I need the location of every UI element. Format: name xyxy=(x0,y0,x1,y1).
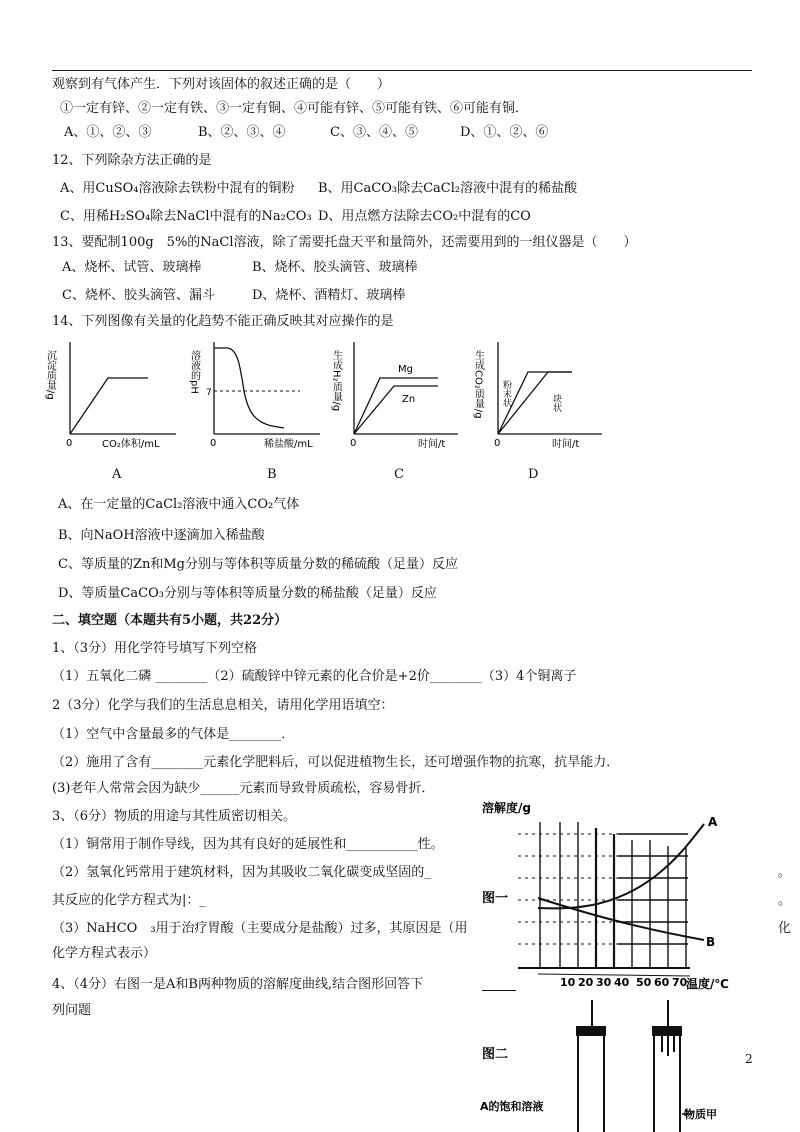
fill3-item1: （1）铜常用于制作导线，因为其有良好的延展性和___________性。 xyxy=(52,837,444,852)
q11-option-d: D、①、②、⑥ xyxy=(460,125,549,140)
graph-b-curve xyxy=(214,348,284,428)
graph-c xyxy=(330,336,464,450)
q11-option-b: B、②、③、④ xyxy=(198,125,286,140)
q14-stem: 14、下列图像有关量的化趋势不能正确反映其对应操作的是 xyxy=(52,314,394,329)
fill3-item2-equation: 其反应的化学方程式为|：_ xyxy=(52,893,206,908)
figure1-curve-b-label: B xyxy=(706,935,716,949)
graph-d-xlabel: 时间/t xyxy=(552,439,580,450)
graph-c-series-mg: Mg xyxy=(398,364,413,375)
graph-d-series-powder: 粉末状 xyxy=(501,380,511,407)
graph-a-curve xyxy=(70,378,148,434)
page-number: 2 xyxy=(745,1052,753,1066)
fill2-item3: (3)老年人常常会因为缺少______元素而导致骨质疏松，容易骨折． xyxy=(52,781,435,796)
fill4-stem-cont: 列问题 xyxy=(52,1003,92,1018)
q13-option-a: A、烧杯、试管、玻璃棒 xyxy=(62,260,202,275)
figure1-xtick: 20 xyxy=(578,976,594,989)
graph-b-origin: 0 xyxy=(210,438,217,449)
q12-option-b: B、用CaCO₃除去CaCl₂溶液中混有的稀盐酸 xyxy=(318,181,578,196)
q11-stem: 观察到有气体产生．下列对该固体的叙述正确的是（ ） xyxy=(52,77,391,92)
graph-b-xlabel: 稀盐酸/mL xyxy=(264,439,313,450)
graph-a-letter: A xyxy=(112,467,122,482)
graph-c-letter: C xyxy=(394,467,404,482)
top-rule xyxy=(52,70,752,71)
q12-stem: 12、下列除杂方法正确的是 xyxy=(52,153,212,168)
fill3-item2: （2）氢氧化钙常用于建筑材料，因为其吸收二氧化碳变成坚固的_ xyxy=(52,865,431,880)
graph-c-series-zn: Zn xyxy=(402,394,416,405)
fill3-item3-cont: 化学方程式表示） xyxy=(52,946,157,961)
fill1-stem: 1、（3分）用化学符号填写下列空格 xyxy=(52,641,258,656)
figure2-label: 图二 xyxy=(482,1047,509,1062)
graph-d-series-block: 块状 xyxy=(551,394,561,412)
figure1-solubility-chart xyxy=(478,798,740,992)
graph-b-letter: B xyxy=(267,467,277,482)
figure1-xtick: 10 xyxy=(560,976,576,989)
figure1-xtick: 40 xyxy=(614,976,630,989)
q13-stem: 13、要配制100g 5%的NaCl溶液，除了需要托盘天平和量筒外，还需要用到的一组仪器是（ ） xyxy=(52,235,637,250)
fill2-item2: （2）施用了含有________元素化学肥料后，可以促进植物生长，还可增强作物的抗寒，抗旱能力． xyxy=(52,755,620,770)
graph-c-xlabel: 时间/t xyxy=(418,439,446,450)
section2-heading: 二、填空题（本题共有5小题，共22分） xyxy=(52,613,288,628)
graph-c-origin: 0 xyxy=(350,438,357,449)
q13-option-d: D、烧杯、酒精灯、玻璃棒 xyxy=(252,288,406,303)
q11-option-c: C、③、④、⑤ xyxy=(330,125,418,140)
graph-a-xlabel: CO₂体积/mL xyxy=(102,439,160,450)
graph-d-origin: 0 xyxy=(494,438,501,449)
graph-a-origin: 0 xyxy=(66,438,73,449)
q13-option-c: C、烧杯、胶头滴管、漏斗 xyxy=(62,288,215,303)
q12-option-a: A、用CuSO₄溶液除去铁粉中混有的铜粉 xyxy=(60,181,295,196)
q11-facts: ①一定有锌、②一定有铁、③一定有铜、④可能有锌、⑤可能有铁、⑥可能有铜． xyxy=(60,101,529,116)
graph-c-ylabel: 生成H₂质量/g xyxy=(330,350,342,412)
figure1-xtick: 70 xyxy=(672,976,688,989)
fill3-stem: 3、（6分）物质的用途与其性质密切相关。 xyxy=(52,809,297,824)
figure-separator xyxy=(482,990,516,991)
graph-d xyxy=(472,336,606,450)
graph-c-zn-curve xyxy=(354,386,438,434)
q12-option-d: D、用点燃方法除去CO₂中混有的CO xyxy=(318,209,531,224)
q13-option-b: B、烧杯、胶头滴管、玻璃棒 xyxy=(252,260,418,275)
graph-a-ylabel: 沉淀质量/g xyxy=(44,350,56,400)
figure1-ylabel: 溶解度/g xyxy=(482,801,531,815)
figure1-xlabel: 温度/℃ xyxy=(686,977,729,991)
trailing-period-1: 。 xyxy=(778,865,792,880)
figure1-xtick: 60 xyxy=(654,976,670,989)
figure1-curve-b xyxy=(538,898,704,940)
q12-option-c: C、用稀H₂SO₄除去NaCl中混有的Na₂CO₃ xyxy=(60,209,312,224)
figure2-right-caption: 物质甲 xyxy=(684,1108,717,1121)
graph-a xyxy=(44,336,178,450)
q14-option-c: C、等质量的Zn和Mg分别与等体积等质量分数的稀硫酸（足量）反应 xyxy=(58,557,458,572)
figure1-curve-a-label: A xyxy=(708,815,718,829)
fill4-stem: 4、（4分）右图一是A和B两种物质的溶解度曲线,结合图形回答下 xyxy=(52,977,424,992)
figure2-left-caption: A的饱和溶液 xyxy=(480,1100,544,1113)
fill1-items: （1）五氧化二磷 ________（2）硫酸锌中锌元素的化合价是+2价________（3）4个铜离子 xyxy=(52,669,577,684)
fill2-stem: 2（3分）化学与我们的生活息息相关，请用化学用语填空： xyxy=(52,698,394,713)
graph-d-ylabel: 生成CO₂质量/g xyxy=(472,350,484,419)
graph-b-ylabel: 溶液的pH xyxy=(188,350,200,394)
figure1-xtick: 50 xyxy=(636,976,652,989)
trailing-char: 化 xyxy=(778,921,792,936)
graph-b-tick7: 7 xyxy=(206,388,212,398)
q14-option-a: A、在一定量的CaCl₂溶液中通入CO₂气体 xyxy=(58,497,300,512)
q14-option-d: D、等质量CaCO₃分别与等体积等质量分数的稀盐酸（足量）反应 xyxy=(58,586,437,601)
q14-option-b: B、向NaOH溶液中逐滴加入稀盐酸 xyxy=(58,528,265,543)
trailing-period-2: 。 xyxy=(778,893,792,908)
graph-d-letter: D xyxy=(528,467,539,482)
figure1-xtick: 30 xyxy=(596,976,612,989)
q11-option-a: A、①、②、③ xyxy=(64,125,152,140)
fill2-item1: （1）空气中含量最多的气体是________． xyxy=(52,727,295,742)
figure1-curve-a xyxy=(538,824,704,908)
figure2-test-tubes xyxy=(478,996,740,1132)
figure1-label: 图一 xyxy=(482,891,509,906)
fill3-item3: （3）NaHCO ₃用于治疗胃酸（主要成分是盐酸）过多，其原因是（用 xyxy=(52,921,468,936)
graph-b xyxy=(188,336,322,450)
